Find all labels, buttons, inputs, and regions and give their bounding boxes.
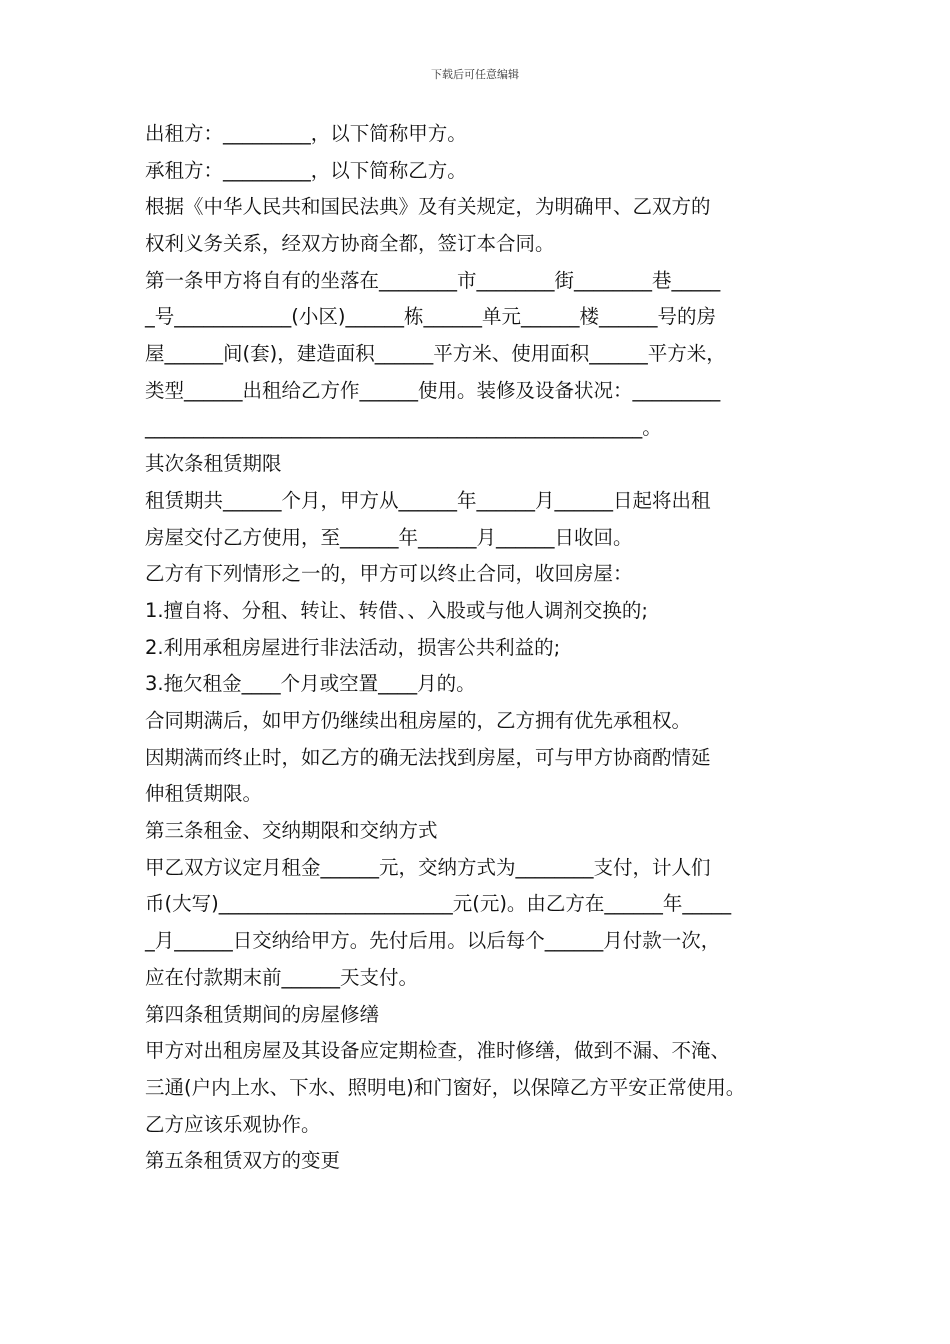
text-line: 出租方：_________，以下简称甲方。	[145, 122, 467, 145]
text-line: _号____________(小区)______栋______单元______楼______号的房	[145, 305, 716, 329]
text-line: 第四条租赁期间的房屋修缮	[145, 1002, 380, 1026]
text-line: 第三条租金、交纳期限和交纳方式	[145, 819, 438, 843]
text-line: 权利义务关系，经双方协商全都，签订本合同。	[145, 232, 555, 256]
text-line: 伸租赁期限。	[145, 782, 263, 806]
text-line: 租赁期共______个月，甲方从______年______月______日起将出租	[145, 488, 711, 512]
text-line: 应在付款期末前______天支付。	[145, 965, 419, 989]
text-line: ___________________________________________________。	[145, 415, 662, 439]
text-line: 三通(户内上水、下水、照明电)和门窗好，以保障乙方平安正常使用。	[145, 1075, 746, 1099]
text-line: 房屋交付乙方使用，至______年______月______日收回。	[145, 525, 633, 549]
text-line: 乙方应该乐观协作。	[145, 1112, 321, 1136]
text-line: 第一条甲方将自有的坐落在________市________街________巷_____	[145, 268, 721, 292]
text-line: 币(大写)________________________元(元)。由乙方在______年_____	[145, 892, 732, 916]
text-line: 2.利用承租房屋进行非法活动，损害公共利益的;	[145, 635, 561, 659]
text-line: 3.拖欠租金____个月或空置____月的。	[145, 672, 476, 696]
contract-body	[145, 116, 815, 1180]
text-line: 1.擅自将、分租、转让、转借、、入股或与他人调剂交换的;	[145, 598, 648, 622]
text-line: 甲乙双方议定月租金______元，交纳方式为________支付，计人们	[145, 855, 711, 879]
page-header: 下载后可任意编辑	[431, 68, 519, 81]
text-line: 类型______出租给乙方作______使用。装修及设备状况：_________	[145, 378, 721, 402]
text-line: 因期满而终止时，如乙方的确无法找到房屋，可与甲方协商酌情延	[145, 745, 711, 769]
text-line: _月______日交纳给甲方。先付后用。以后每个______月付款一次，	[145, 929, 721, 953]
text-line: 屋______间(套)，建造面积______平方米、使用面积______平方米，	[145, 342, 726, 366]
text-line: 第五条租赁双方的变更	[145, 1149, 341, 1173]
text-line: 根据《中华人民共和国民法典》及有关规定，为明确甲、乙双方的	[145, 195, 711, 219]
text-line: 甲方对出租房屋及其设备应定期检查，准时修缮，做到不漏、不淹、	[145, 1039, 731, 1063]
text-line: 合同期满后，如甲方仍继续出租房屋的，乙方拥有优先承租权。	[145, 709, 692, 732]
text-line: 乙方有下列情形之一的，甲方可以终止合同，收回房屋：	[145, 562, 633, 586]
text-line: 其次条租赁期限	[145, 452, 282, 476]
text-line: 承租方：_________，以下简称乙方。	[145, 158, 467, 182]
